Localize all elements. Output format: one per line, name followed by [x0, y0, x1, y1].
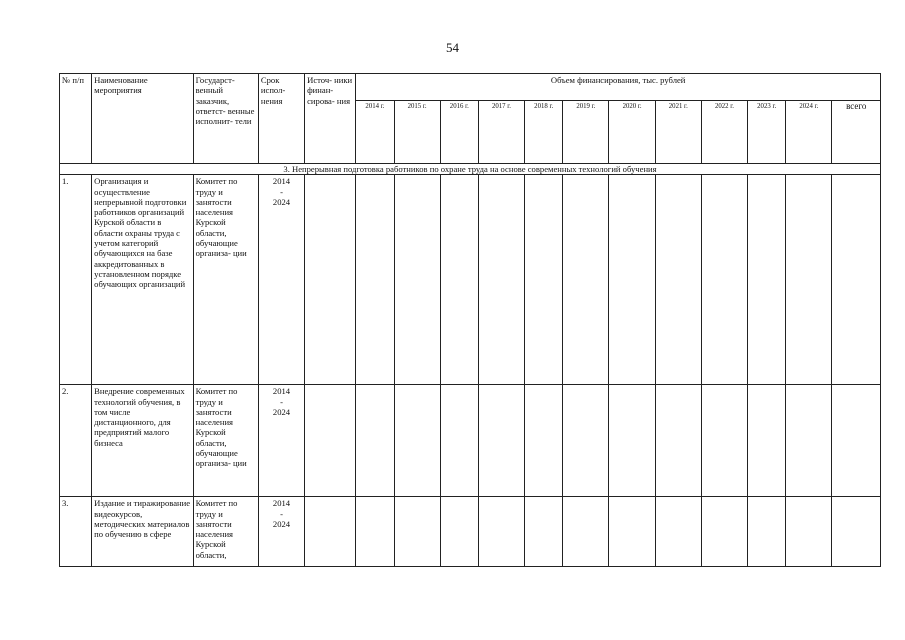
col-period-header: Срок испол- нения: [258, 74, 304, 164]
row-name: Организация и осуществление непрерывной подготовки работников организаций Курской области в области охраны труда с учетом категорий обучающихся на базе аккредитованных в установленном порядке обучающих организаций: [92, 175, 193, 385]
period-end: 2024: [272, 518, 291, 529]
year-header: 2019 г.: [563, 101, 609, 164]
period-start: 2014: [272, 386, 291, 397]
page-number: 54: [446, 40, 459, 55]
row-customer: Комитет по труду и занятости населения Курской области, обучающие организа- ции: [193, 175, 258, 385]
table-row: [60, 385, 881, 497]
table-row: [60, 175, 881, 385]
row-num: 2.: [60, 385, 92, 497]
section-title: 3. Непрерывная подготовка работников по охране труда на основе современных технологий обучения: [60, 164, 881, 175]
col-name-header: Наименование мероприятия: [92, 74, 193, 164]
year-header: 2015 г.: [394, 101, 440, 164]
year-header: 2022 г.: [701, 101, 747, 164]
row-num: 1.: [60, 175, 92, 385]
year-header: 2023 г.: [748, 101, 786, 164]
row-period: [258, 385, 304, 497]
year-header: 2017 г.: [478, 101, 524, 164]
row-name: Внедрение современных технологий обучения, в том числе дистанционного, для предприятий малого бизнеса: [92, 385, 193, 497]
row-customer: Комитет по труду и занятости населения Курской области,: [193, 497, 258, 567]
period-start: 2014: [272, 176, 291, 187]
period-end: 2024: [272, 196, 291, 207]
period-dash: -: [280, 186, 283, 197]
year-header: 2020 г.: [609, 101, 655, 164]
col-sources-header: Источ- ники финан- сирова- ния: [305, 74, 356, 164]
period-start: 2014: [272, 498, 291, 509]
period-dash: -: [280, 508, 283, 519]
row-period: [258, 175, 304, 385]
col-customer-header: Государст- венный заказчик, ответст- венные исполнит- тели: [193, 74, 258, 164]
year-header: 2021 г.: [655, 101, 701, 164]
year-header: 2016 г.: [440, 101, 478, 164]
col-financing-header: Объем финансирования, тыс. рублей: [356, 74, 881, 101]
period-end: 2024: [272, 406, 291, 417]
col-num-header: № п/п: [60, 74, 92, 164]
row-period: [258, 497, 304, 567]
total-header: всего: [832, 101, 881, 164]
financing-table: [59, 73, 881, 567]
row-name: Издание и тиражирование видеокурсов, методических материалов по обучению в сфере: [92, 497, 193, 567]
row-customer: Комитет по труду и занятости населения Курской области, обучающие организа- ции: [193, 385, 258, 497]
year-header: 2018 г.: [525, 101, 563, 164]
year-header: 2024 г.: [786, 101, 832, 164]
row-num: 3.: [60, 497, 92, 567]
section-row: [60, 164, 881, 175]
year-header: 2014 г.: [356, 101, 394, 164]
period-dash: -: [280, 396, 283, 407]
header-row-1: [60, 74, 881, 101]
table-row: [60, 497, 881, 567]
